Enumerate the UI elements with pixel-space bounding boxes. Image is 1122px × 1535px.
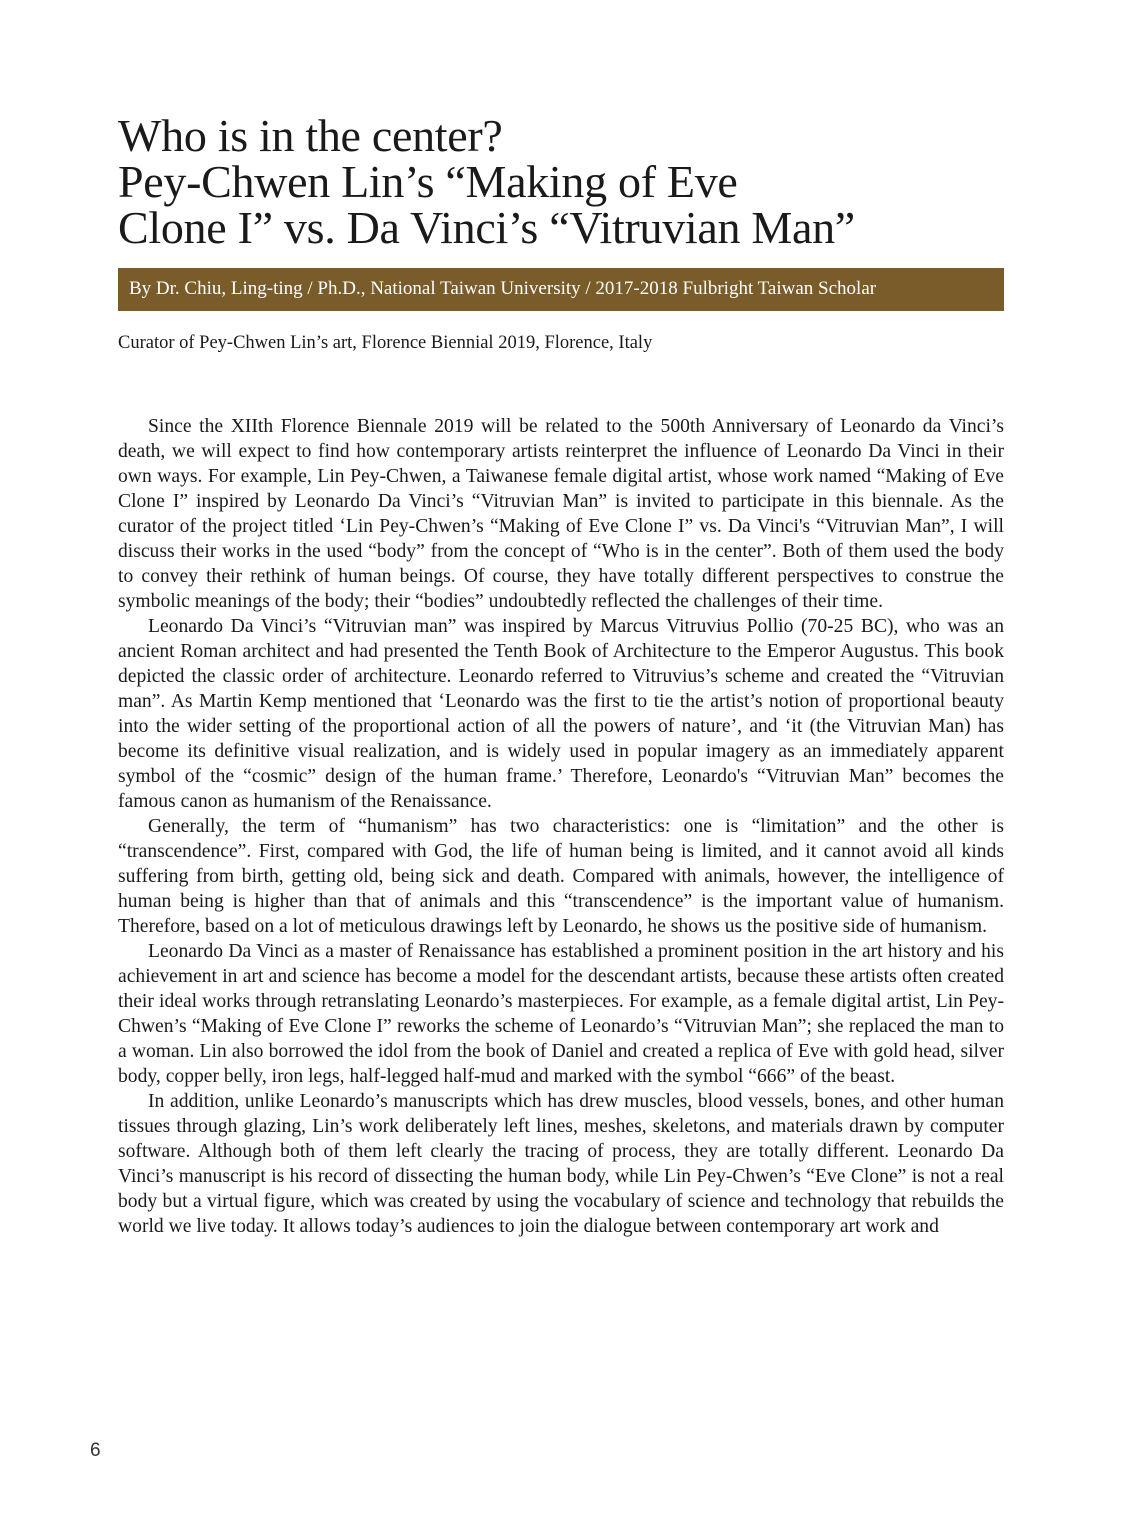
curator-note: Curator of Pey-Chwen Lin’s art, Florence Biennial 2019, Florence, Italy xyxy=(118,333,653,353)
title-line-2: Pey-Chwen Lin’s “Making of Eve xyxy=(118,156,738,207)
paragraph: Leonardo Da Vinci as a master of Renaissance has established a prominent position in the art history and his achievement in art and science has become a model for the descendant artists, because these artists often created their ideal works through retranslating Leonardo’s masterpieces. For example, as a female digital artist, Lin Pey-Chwen’s “Making of Eve Clone I” reworks the scheme of Leonardo’s “Vitruvian Man”; she replaced the man to a woman. Lin also borrowed the idol from the book of Daniel and created a replica of Eve with gold head, silver body, copper belly, iron legs, half-legged half-mud and marked with the symbol “666” of the beast. xyxy=(118,941,1004,1087)
paragraph: Since the XIIth Florence Biennale 2019 will be related to the 500th Anniversary of Leonardo da Vinci’s death, we will expect to find how contemporary artists reinterpret the influence of Leonardo Da Vinci in their own ways. For example, Lin Pey-Chwen, a Taiwanese female digital artist, whose work named “Making of Eve Clone I” inspired by Leonardo Da Vinci’s “Vitruvian Man” is invited to participate in this biennale. As the curator of the project titled ‘Lin Pey-Chwen’s “Making of Eve Clone I” vs. Da Vinci's “Vitruvian Man”, I will discuss their works in the used “body” from the concept of “Who is in the center”. Both of them used the body to convey their rethink of human beings. Of course, they have totally different perspectives to construe the symbolic meanings of the body; their “bodies” undoubtedly reflected the challenges of their time. xyxy=(118,416,1004,612)
title-line-3: Clone I” vs. Da Vinci’s “Vitruvian Man” xyxy=(118,202,855,253)
paragraph: In addition, unlike Leonardo’s manuscripts which has drew muscles, blood vessels, bones, and other human tissues through glazing, Lin’s work deliberately left lines, meshes, skeletons, and materials drawn by computer software. Although both of them left clearly the tracing of process, they are totally different. Leonardo Da Vinci’s manuscript is his record of dissecting the human body, while Lin Pey-Chwen’s “Eve Clone” is not a real body but a virtual figure, which was created by using the vocabulary of science and technology that rebuilds the world we live today. It allows today’s audiences to join the dialogue between contemporary art work and xyxy=(118,1091,1004,1237)
paragraph: Generally, the term of “humanism” has two characteristics: one is “limitation” and the other is “transcendence”. First, compared with God, the life of human being is limited, and it cannot avoid all kinds suffering from birth, getting old, being sick and death. Compared with animals, however, the intelligence of human being is higher than that of animals and this “transcendence” is the important value of humanism. Therefore, based on a lot of meticulous drawings left by Leonardo, he shows us the positive side of humanism. xyxy=(118,816,1004,937)
page-number: 6 xyxy=(90,1440,101,1461)
article-body xyxy=(118,414,1004,1239)
author-byline: By Dr. Chiu, Ling-ting / Ph.D., National Taiwan University / 2017-2018 Fulbright Taiwan Scholar xyxy=(129,278,877,299)
byline-banner xyxy=(118,268,1004,311)
title-line-1: Who is in the center? xyxy=(118,110,503,161)
article-title xyxy=(118,110,1008,253)
paragraph: Leonardo Da Vinci’s “Vitruvian man” was inspired by Marcus Vitruvius Pollio (70-25 BC), who was an ancient Roman architect and had presented the Tenth Book of Architecture to the Emperor Augustus. This book depicted the classic order of architecture. Leonardo referred to Vitruvius’s scheme and created the “Vitruvian man”. As Martin Kemp mentioned that ‘Leonardo was the first to tie the artist’s notion of proportional beauty into the wider setting of the proportional action of all the powers of nature’, and ‘it (the Vitruvian Man) has become its definitive visual realization, and is widely used in popular imagery as an immediately apparent symbol of the “cosmic” design of the human frame.’ Therefore, Leonardo's “Vitruvian Man” becomes the famous canon as humanism of the Renaissance. xyxy=(118,616,1004,812)
